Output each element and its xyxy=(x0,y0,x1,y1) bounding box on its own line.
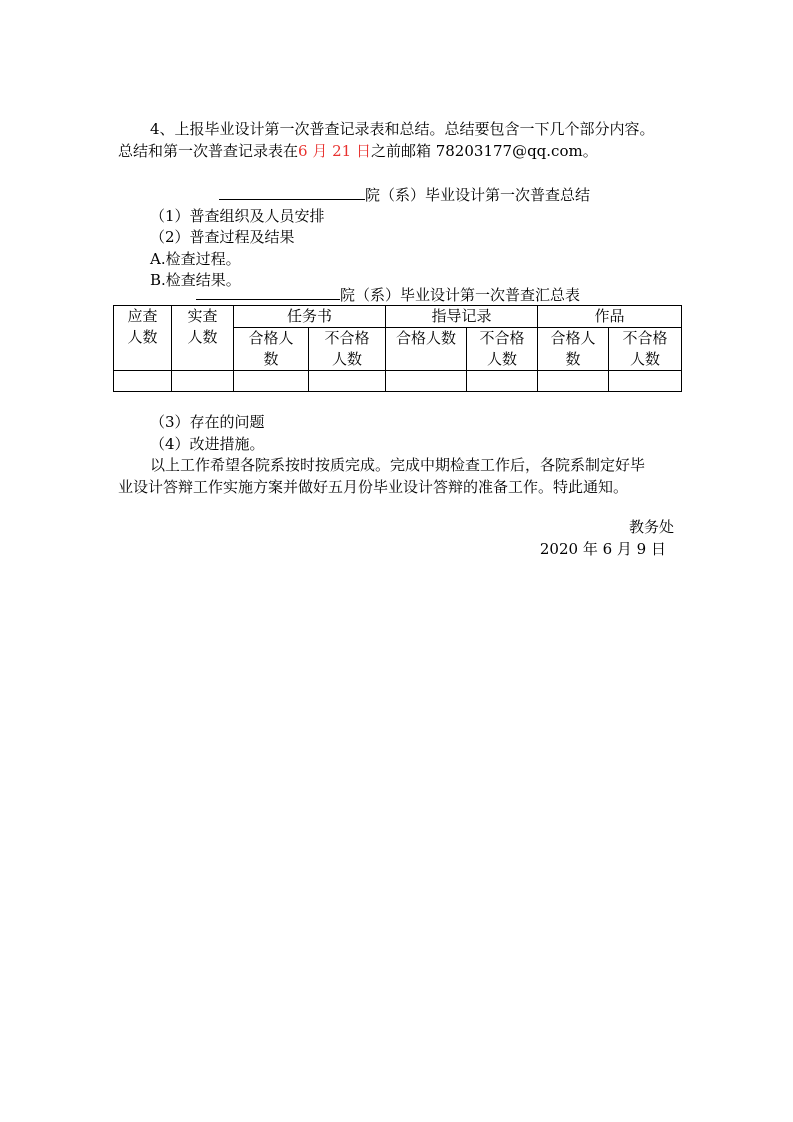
closing-line2: 业设计答辩工作实施方案并做好五月份毕业设计答辩的准备工作。特此通知。 xyxy=(118,478,629,496)
group-header-tasks: 任务书 xyxy=(234,306,386,328)
table-title-text: 院（系）毕业设计第一次普查汇总表 xyxy=(340,286,581,304)
summary-table xyxy=(113,305,682,392)
para4-line2-suffix: 之前邮箱 78203177@qq.com。 xyxy=(370,142,598,160)
blank-underline xyxy=(219,184,365,200)
header-cell: 实查 人数 xyxy=(172,306,234,371)
subheader-cell: 不合格 人数 xyxy=(309,328,386,371)
subheader-cell: 合格人 数 xyxy=(538,328,609,371)
item-4: （4）改进措施。 xyxy=(150,435,265,453)
item-2: （2）普查过程及结果 xyxy=(150,228,295,246)
subheader-cell: 合格人数 xyxy=(386,328,467,371)
group-header-works: 作品 xyxy=(538,306,682,328)
blank-underline xyxy=(196,284,340,300)
table-cell xyxy=(309,371,386,392)
closing-line1: 以上工作希望各院系按时按质完成。完成中期检查工作后，各院系制定好毕 xyxy=(150,456,646,474)
group-header-guidance: 指导记录 xyxy=(386,306,538,328)
table-cell xyxy=(609,371,682,392)
table-title xyxy=(196,284,580,305)
table-cell xyxy=(538,371,609,392)
para4-line2 xyxy=(118,141,598,161)
table-cell xyxy=(386,371,467,392)
subheader-cell: 不合格 人数 xyxy=(467,328,538,371)
table-cell xyxy=(234,371,309,392)
header-cell: 应查 人数 xyxy=(114,306,172,371)
summary-title-text: 院（系）毕业设计第一次普查总结 xyxy=(365,186,591,204)
summary-title xyxy=(219,184,590,205)
issue-date: 2020 年 6 月 9 日 xyxy=(539,540,666,558)
deadline-date: 6 月 21 日 xyxy=(298,142,371,160)
table-cell xyxy=(172,371,234,392)
item-1: （1）普查组织及人员安排 xyxy=(150,207,325,225)
item-b: B.检查结果。 xyxy=(150,271,241,289)
para4-line1: 4、上报毕业设计第一次普查记录表和总结。总结要包含一下几个部分内容。 xyxy=(150,120,655,138)
table-cell xyxy=(467,371,538,392)
table-row xyxy=(114,371,682,392)
subheader-cell: 合格人 数 xyxy=(234,328,309,371)
item-a: A.检查过程。 xyxy=(150,250,241,268)
subheader-cell: 不合格 人数 xyxy=(609,328,682,371)
item-3: （3）存在的问题 xyxy=(150,413,265,431)
signature: 教务处 xyxy=(628,518,674,536)
table-cell xyxy=(114,371,172,392)
para4-line2-prefix: 总结和第一次普查记录表在 xyxy=(118,142,299,160)
